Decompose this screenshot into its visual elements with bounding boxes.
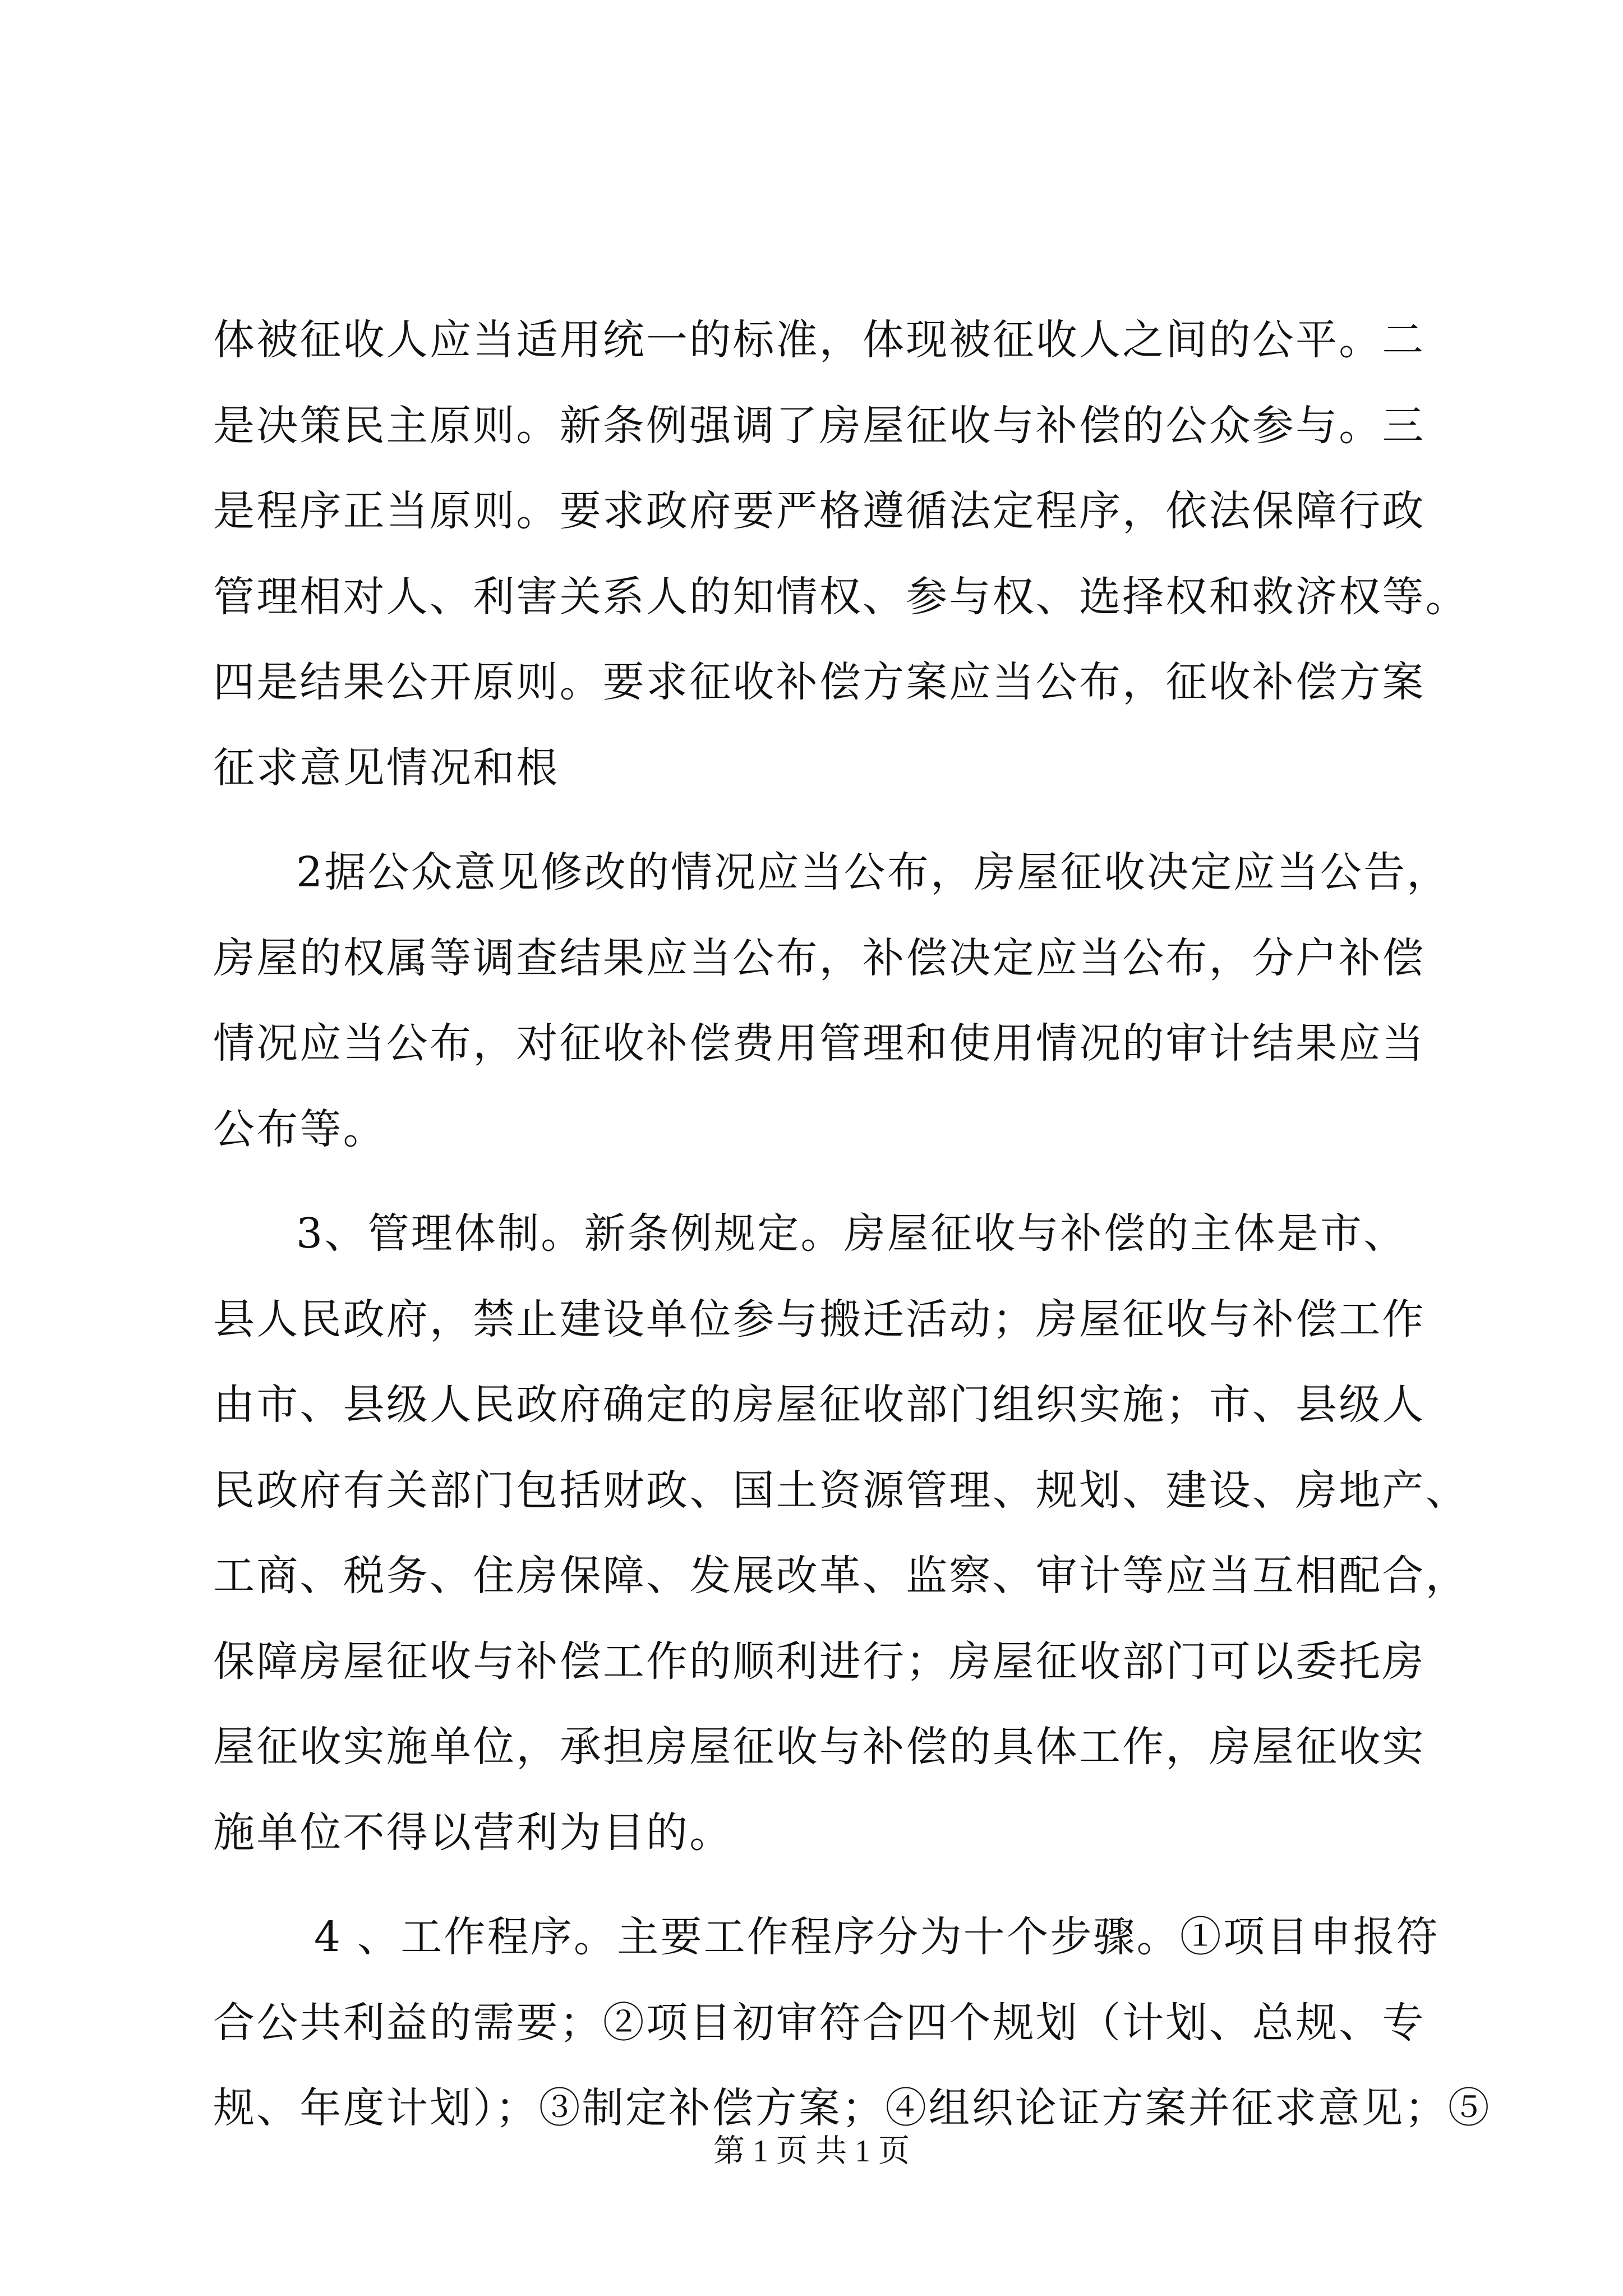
text-line: 是程序正当原则。要求政府要严格遵循法定程序，依法保障行政 — [213, 487, 1426, 535]
text-line: 体被征收人应当适用统一的标准，体现被征收人之间的公平。二 — [213, 316, 1426, 364]
paragraph-3 — [213, 1191, 1469, 1875]
text-line: 县人民政府，禁止建设单位参与搬迁活动；房屋征收与补偿工作 — [213, 1295, 1426, 1343]
text-line: 工商、税务、住房保障、发展改革、监察、审计等应当互相配合， — [213, 1552, 1469, 1600]
text-line: 公布等。 — [213, 1105, 386, 1153]
text-line: 规、年度计划）；③制定补偿方案；④组织论证方案并征求意见；⑤ — [213, 2084, 1491, 2132]
text-line: 征求意见情况和根 — [213, 743, 560, 792]
text-line: 2据公众意见修改的情况应当公布，房屋征收决定应当公告， — [296, 848, 1450, 896]
text-line: 3、管理体制。新条例规定。房屋征收与补偿的主体是市、 — [296, 1209, 1407, 1258]
text-line: 民政府有关部门包括财政、国土资源管理、规划、建设、房地产、 — [213, 1466, 1469, 1515]
text-line: 四是结果公开原则。要求征收补偿方案应当公布，征收补偿方案 — [213, 658, 1426, 706]
text-line: 保障房屋征收与补偿工作的顺利进行；房屋征收部门可以委托房 — [213, 1637, 1426, 1686]
paragraph-4 — [213, 1894, 1491, 2151]
text-line: 施单位不得以营利为目的。 — [213, 1808, 733, 1857]
text-line: 4 、工作程序。主要工作程序分为十个步骤。①项目申报符 — [314, 1913, 1440, 1961]
text-line: 屋征收实施单位，承担房屋征收与补偿的具体工作，房屋征收实 — [213, 1723, 1426, 1771]
text-line: 情况应当公布，对征收补偿费用管理和使用情况的审计结果应当 — [213, 1019, 1426, 1068]
page-footer: 第 1 页 共 1 页 — [713, 2134, 910, 2169]
document-body — [213, 297, 1491, 2151]
paragraph-2 — [213, 830, 1450, 1172]
text-line: 由市、县级人民政府确定的房屋征收部门组织实施；市、县级人 — [213, 1381, 1426, 1429]
text-line: 是决策民主原则。新条例强调了房屋征收与补偿的公众参与。三 — [213, 401, 1426, 450]
paragraph-1 — [213, 297, 1469, 811]
text-line: 房屋的权属等调查结果应当公布，补偿决定应当公布，分户补偿 — [213, 933, 1426, 982]
text-line: 合公共利益的需要；②项目初审符合四个规划（计划、总规、专 — [213, 1998, 1426, 2047]
text-line: 管理相对人、利害关系人的知情权、参与权、选择权和救济权等。 — [213, 572, 1469, 621]
